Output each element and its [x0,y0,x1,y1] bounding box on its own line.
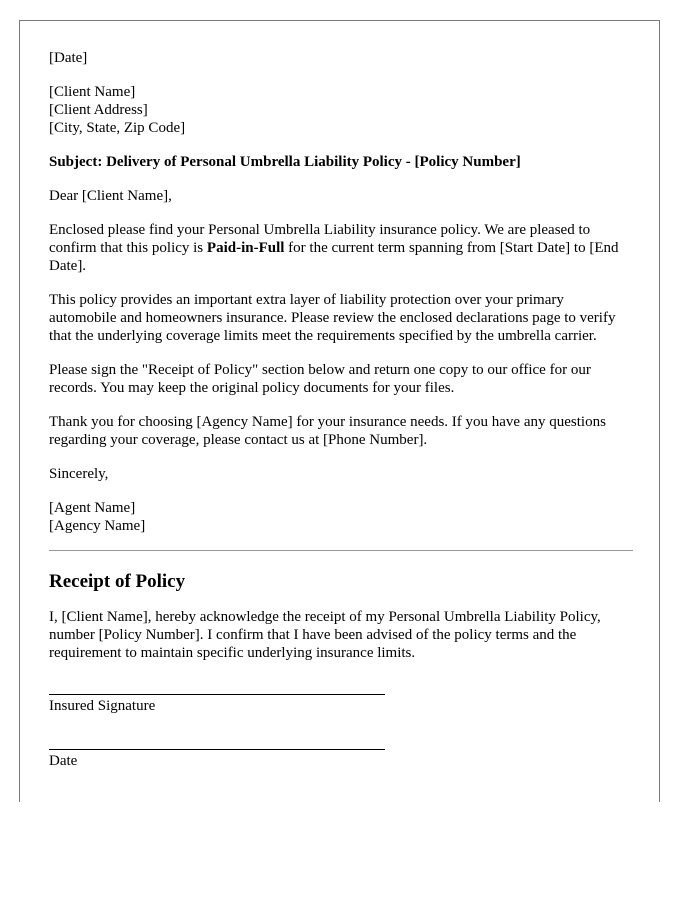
insured-signature-line[interactable] [49,694,385,695]
insured-signature-label: Insured Signature [49,698,156,714]
paragraph-enclosed-policy [49,221,633,275]
salutation: Dear [Client Name], [49,188,172,204]
recipient-city-state-zip: [City, State, Zip Code] [49,120,186,136]
closing: Sincerely, [49,466,109,482]
letter-date: [Date] [49,50,88,66]
recipient-name: [Client Name] [49,84,136,100]
paragraph-coverage: This policy provides an important extra layer of liability protection over your primary automobile and homeowners insurance. Please review the enclosed declarations page to verify that the underlying coverage limits meet the requirements specified by the umbrella carrier. [49,292,616,344]
receipt-acknowledgement: I, [Client Name], hereby acknowledge the receipt of my Personal Umbrella Liability Policy, number [Policy Number]. I confirm that I have been advised of the policy terms and the requirement to maintain specific underlying insurance limits. [49,609,601,661]
date-signature-line[interactable] [49,749,385,750]
paragraph-sign-receipt: Please sign the "Receipt of Policy" section below and return one copy to our office for our records. You may keep the original policy documents for your files. [49,362,591,396]
signature-block [49,499,633,535]
recipient-address-block [49,83,633,137]
agency-name: [Agency Name] [49,518,146,534]
date-label: Date [49,753,78,769]
letter-subject: Subject: Delivery of Personal Umbrella Liability Policy - [Policy Number] [49,154,521,170]
section-divider [49,550,633,551]
letter-page [19,20,660,802]
letter-content [49,49,633,770]
paragraph-thank-you: Thank you for choosing [Agency Name] for your insurance needs. If you have any questions regarding your coverage, please contact us at [Phone Number]. [49,414,606,448]
receipt-title: Receipt of Policy [49,571,186,592]
paragraph-enclosed-policy-text-a: Enclosed please find your Personal Umbrella Liability insurance policy. We are pleased to confirm that this policy is [49,222,591,256]
agent-name: [Agent Name] [49,500,136,516]
paragraph-enclosed-policy-text-b: for the current term spanning from [Start Date] to [End Date]. [49,240,619,274]
recipient-address: [Client Address] [49,102,148,118]
paid-in-full-emphasis: Paid-in-Full [206,240,285,256]
